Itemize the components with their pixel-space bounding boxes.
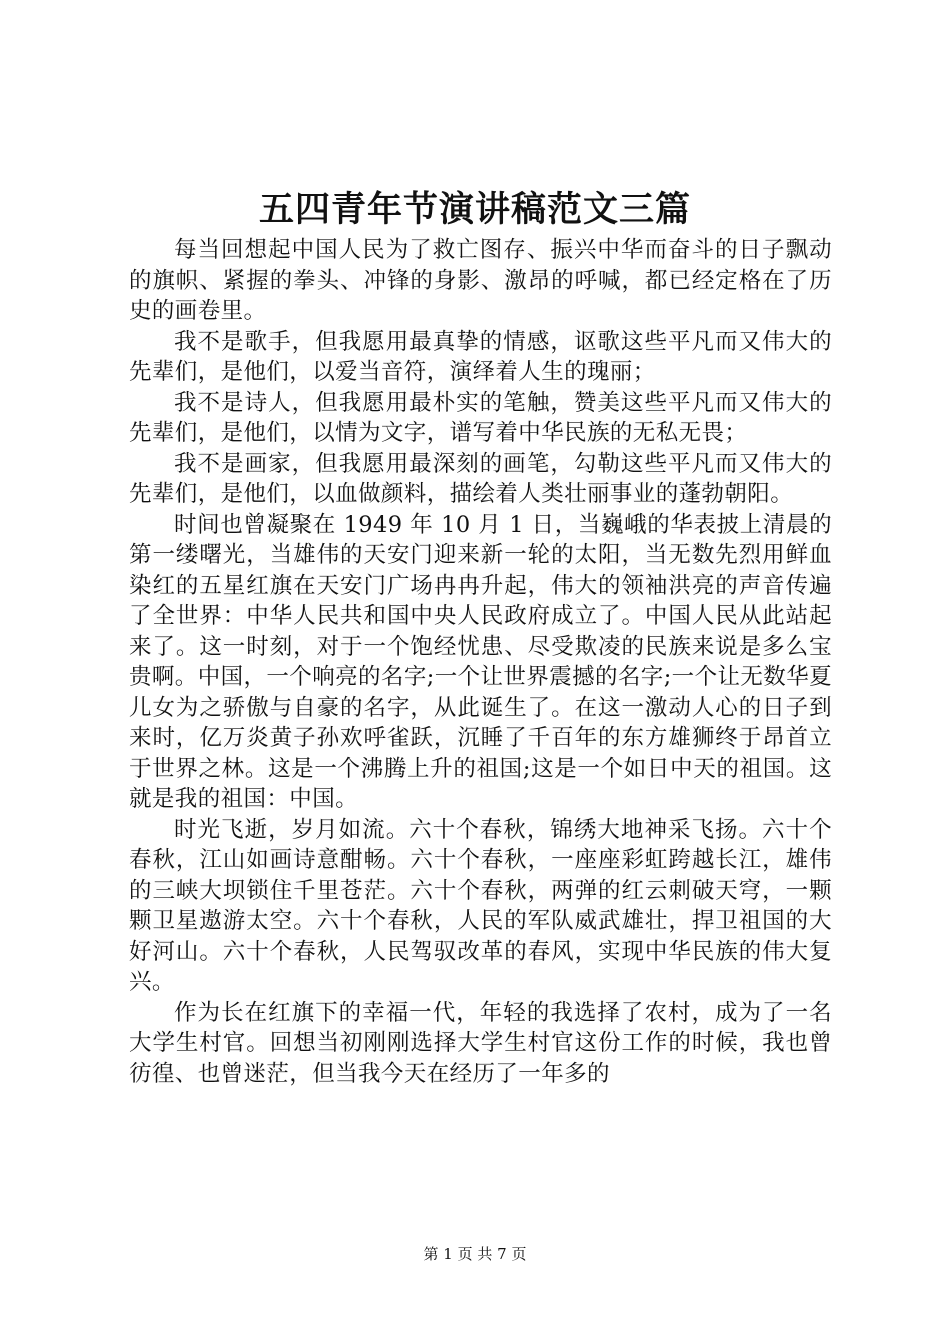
page-footer: 第 1 页 共 7 页 xyxy=(423,1245,527,1263)
document-title: 五四青年节演讲稿范文三篇 xyxy=(258,189,691,230)
paragraph-6: 时光飞逝，岁月如流。六十个春秋，锦绣大地神采飞扬。六十个春秋，江山如画诗意酣畅。六十个春秋，一座座彩虹跨越长江，雄伟的三峡大坝锁住千里苍茫。六十个春秋，两弹的红云刺破天穹，一颗颗卫星遨游太空。六十个春秋，人民的军队威武雄壮，捍卫祖国的大好河山。六十个春秋，人民驾驭改革的春风，实现中华民族的伟大复兴。 xyxy=(129,816,832,995)
paragraph-1: 每当回想起中国人民为了救亡图存、振兴中华而奋斗的日子飘动的旗帜、紧握的拳头、冲锋的身影、激昂的呼喊，都已经定格在了历史的画卷里。 xyxy=(129,237,832,324)
paragraph-5: 时间也曾凝聚在 1949 年 10 月 1 日，当巍峨的华表披上清晨的第一缕曙光，当雄伟的天安门迎来新一轮的太阳，当无数先烈用鲜血染红的五星红旗在天安门广场冉冉升起，伟大的领袖洪亮的声音传遍了全世界：中华人民共和国中央人民政府成立了。中国人民从此站起来了。这一时刻，对于一个饱经忧患、尽受欺凌的民族来说是多么宝贵啊。中国，一个响亮的名字;一个让世界震撼的名字;一个让无数华夏儿女为之骄傲与自豪的名字，从此诞生了。在这一激动人心的日子到来时，亿万炎黄子孙欢呼雀跃，沉睡了千百年的东方雄狮终于昂首立于世界之林。这是一个沸腾上升的祖国;这是一个如日中天的祖国。这就是我的祖国：中国。 xyxy=(129,511,832,812)
document-body xyxy=(129,235,832,1089)
paragraph-4: 我不是画家，但我愿用最深刻的画笔，勾勒这些平凡而又伟大的先辈们，是他们，以血做颜料，描绘着人类壮丽事业的蓬勃朝阳。 xyxy=(129,450,832,507)
paragraph-7: 作为长在红旗下的幸福一代，年轻的我选择了农村，成为了一名大学生村官。回想当初刚刚选择大学生村官这份工作的时候，我也曾彷徨、也曾迷茫，但当我今天在经历了一年多的 xyxy=(129,999,832,1087)
paragraph-3: 我不是诗人，但我愿用最朴实的笔触，赞美这些平凡而又伟大的先辈们，是他们，以情为文字，谱写着中华民族的无私无畏； xyxy=(129,389,832,446)
paragraph-2: 我不是歌手，但我愿用最真挚的情感，讴歌这些平凡而又伟大的先辈们，是他们，以爱当音符，演绎着人生的瑰丽； xyxy=(129,328,832,385)
